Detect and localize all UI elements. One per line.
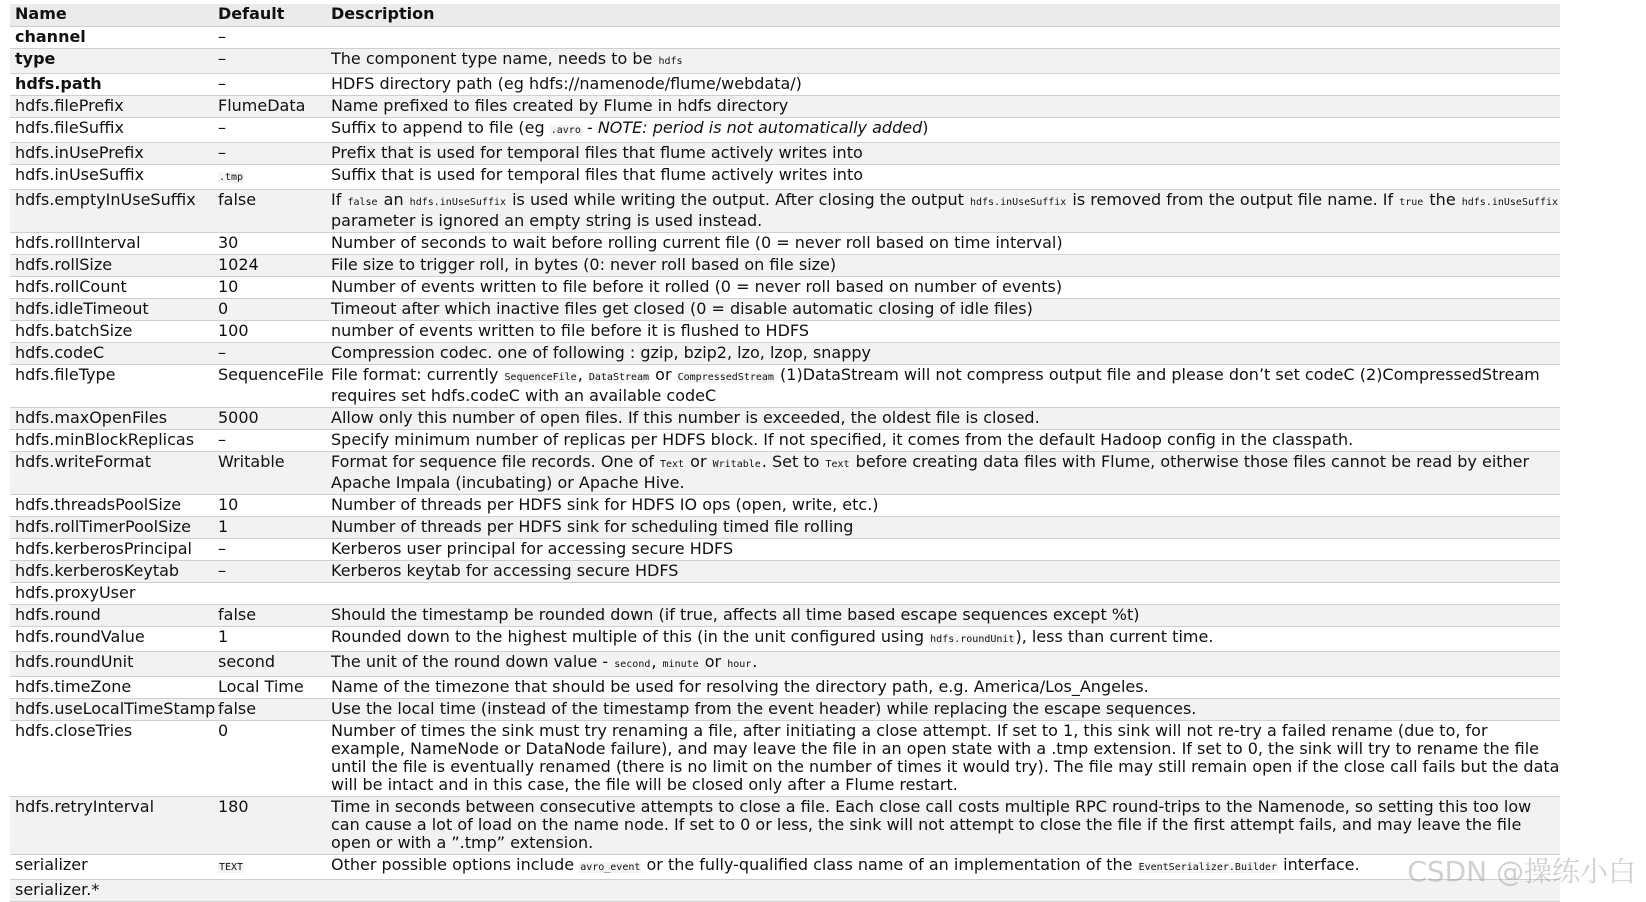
description-text: or — [685, 452, 712, 471]
description-text: HDFS directory path (eg hdfs://namenode/flume/webdata/) — [331, 74, 802, 93]
description-text: interface. — [1278, 855, 1360, 874]
property-default — [213, 880, 326, 902]
property-description — [326, 721, 1560, 797]
property-description — [326, 343, 1560, 365]
property-description — [326, 605, 1560, 627]
property-name: hdfs.threadsPoolSize — [10, 495, 213, 517]
property-name: hdfs.closeTries — [10, 721, 213, 797]
table-row — [10, 74, 1560, 96]
property-default: 1024 — [213, 255, 326, 277]
table-row — [10, 321, 1560, 343]
inline-code: hdfs.roundUnit — [930, 634, 1015, 645]
inline-code: DataStream — [588, 372, 650, 383]
description-text: . Set to — [761, 452, 825, 471]
property-default: Writable — [213, 452, 326, 495]
description-text: Use the local time (instead of the timestamp from the event header) while replacing the escape sequences. — [331, 699, 1197, 718]
property-name: hdfs.maxOpenFiles — [10, 408, 213, 430]
description-text: Suffix to append to file (eg — [331, 118, 550, 137]
table-row — [10, 27, 1560, 49]
property-description — [326, 96, 1560, 118]
description-text: Number of events written to file before it rolled (0 = never roll based on number of events) — [331, 277, 1063, 296]
property-default: – — [213, 118, 326, 143]
property-description — [326, 797, 1560, 855]
description-text: or — [650, 365, 677, 384]
table-row — [10, 652, 1560, 677]
description-text: Format for sequence file records. One of — [331, 452, 659, 471]
property-description — [326, 49, 1560, 74]
description-text: Allow only this number of open files. If this number is exceeded, the oldest file is closed. — [331, 408, 1040, 427]
property-description — [326, 143, 1560, 165]
property-default — [213, 583, 326, 605]
description-text: an — [378, 190, 409, 209]
description-text: the — [1424, 190, 1461, 209]
property-description — [326, 430, 1560, 452]
property-default: 0 — [213, 721, 326, 797]
description-text: Timeout after which inactive files get closed (0 = disable automatic closing of idle files) — [331, 299, 1033, 318]
property-name: hdfs.minBlockReplicas — [10, 430, 213, 452]
inline-code: CompressedStream — [677, 372, 774, 383]
description-text: Kerberos keytab for accessing secure HDFS — [331, 561, 679, 580]
inline-code: Text — [825, 459, 850, 470]
property-description — [326, 74, 1560, 96]
property-description — [326, 118, 1560, 143]
table-row — [10, 452, 1560, 495]
inline-code: hdfs.inUseSuffix — [409, 197, 506, 208]
description-text: or the fully-qualified class name of an implementation of the — [641, 855, 1138, 874]
property-name: hdfs.rollTimerPoolSize — [10, 517, 213, 539]
inline-code: false — [347, 197, 378, 208]
table-row — [10, 721, 1560, 797]
table-header-row — [10, 4, 1560, 27]
header-default: Default — [218, 4, 285, 23]
property-name: hdfs.inUsePrefix — [10, 143, 213, 165]
property-name: hdfs.path — [10, 74, 213, 96]
table-row — [10, 343, 1560, 365]
table-row — [10, 96, 1560, 118]
property-description — [326, 561, 1560, 583]
property-default: second — [213, 652, 326, 677]
inline-code: hdfs.inUseSuffix — [969, 197, 1067, 208]
description-text: Number of times the sink must try renaming a file, after initiating a close attempt. If set to 1, this sink will not re-try a failed rename (due to, for example, NameNode or DataNode failure), and may leave the file in an open state with a .tmp extension. If set to 0, the sink will try to rename the file until the file is eventually renamed (there is no limit on the number of times it would try). The file may still remain open if the close call fails but the data will be intact and in this case, the file will be closed only after a Flume restart. — [331, 721, 1560, 794]
property-default: – — [213, 561, 326, 583]
table-row — [10, 118, 1560, 143]
property-description — [326, 699, 1560, 721]
table-row — [10, 517, 1560, 539]
description-text: , — [651, 652, 662, 671]
description-text: . — [752, 652, 758, 671]
inline-code: EventSerializer.Builder — [1138, 862, 1278, 873]
inline-code: hdfs — [658, 56, 683, 67]
property-name: hdfs.kerberosKeytab — [10, 561, 213, 583]
property-name: hdfs.filePrefix — [10, 96, 213, 118]
table-row — [10, 699, 1560, 721]
property-name: hdfs.fileSuffix — [10, 118, 213, 143]
property-name: hdfs.timeZone — [10, 677, 213, 699]
property-name: hdfs.emptyInUseSuffix — [10, 190, 213, 233]
property-default: – — [213, 343, 326, 365]
property-description — [326, 190, 1560, 233]
property-description — [326, 677, 1560, 699]
property-description — [326, 452, 1560, 495]
table-row — [10, 277, 1560, 299]
description-text: Kerberos user principal for accessing secure HDFS — [331, 539, 734, 558]
property-name: hdfs.roundUnit — [10, 652, 213, 677]
property-description — [326, 880, 1560, 902]
property-name: hdfs.proxyUser — [10, 583, 213, 605]
description-text: is removed from the output file name. If — [1067, 190, 1399, 209]
description-text: File format: currently — [331, 365, 504, 384]
property-name: hdfs.kerberosPrincipal — [10, 539, 213, 561]
property-name: hdfs.codeC — [10, 343, 213, 365]
property-default — [213, 855, 326, 880]
property-description — [326, 627, 1560, 652]
inline-code: Writable — [712, 459, 761, 470]
property-name: hdfs.idleTimeout — [10, 299, 213, 321]
property-description — [326, 583, 1560, 605]
property-name: hdfs.rollInterval — [10, 233, 213, 255]
inline-code: hdfs.inUseSuffix — [1461, 197, 1559, 208]
table-row — [10, 561, 1560, 583]
table-row — [10, 880, 1560, 902]
inline-code: minute — [662, 659, 699, 670]
property-description — [326, 495, 1560, 517]
property-default: – — [213, 430, 326, 452]
property-default: – — [213, 539, 326, 561]
property-description — [326, 408, 1560, 430]
property-name: serializer — [10, 855, 213, 880]
description-text: is used while writing the output. After closing the output — [507, 190, 969, 209]
description-text: (1)DataStream will not compress output file and please don’t set codeC (2)CompressedStream requires set hdfs.codeC with an available codeC — [331, 365, 1540, 405]
table-row — [10, 143, 1560, 165]
property-default: – — [213, 49, 326, 74]
description-text: Suffix that is used for temporal files that flume actively writes into — [331, 165, 864, 184]
table-row — [10, 299, 1560, 321]
description-text: or — [699, 652, 727, 671]
table-row — [10, 583, 1560, 605]
property-description — [326, 321, 1560, 343]
property-default: – — [213, 143, 326, 165]
inline-code: second — [614, 659, 651, 670]
description-text: The unit of the round down value - — [331, 652, 614, 671]
property-default: Local Time — [213, 677, 326, 699]
property-default: 1 — [213, 627, 326, 652]
property-description — [326, 277, 1560, 299]
table-row — [10, 365, 1560, 408]
table-row — [10, 49, 1560, 74]
description-text: Name of the timezone that should be used for resolving the directory path, e.g. America/Los_Angeles. — [331, 677, 1149, 696]
property-name: channel — [10, 27, 213, 49]
property-description — [326, 299, 1560, 321]
property-default: 30 — [213, 233, 326, 255]
property-description — [326, 233, 1560, 255]
table-row — [10, 190, 1560, 233]
property-default: SequenceFile — [213, 365, 326, 408]
header-description: Description — [331, 4, 435, 23]
description-text: ) — [922, 118, 929, 137]
table-row — [10, 165, 1560, 190]
description-text: Time in seconds between consecutive attempts to close a file. Each close call costs multiple RPC round-trips to the Namenode, so setting this too low can cause a lot of load on the name node. If set to 0 or less, the sink will not attempt to close the file if the first attempt fails, and may leave the file open or with a ”.tmp” extension. — [331, 797, 1532, 852]
description-text: Should the timestamp be rounded down (if true, affects all time based escape sequences except %t) — [331, 605, 1140, 624]
description-text: Number of seconds to wait before rolling current file (0 = never roll based on time interval) — [331, 233, 1063, 252]
description-text: number of events written to file before it is flushed to HDFS — [331, 321, 809, 340]
inline-code: hour — [727, 659, 752, 670]
property-default: false — [213, 699, 326, 721]
table-row — [10, 408, 1560, 430]
emphasis-note: NOTE: period is not automatically added — [597, 118, 923, 137]
description-text: The component type name, needs to be — [331, 49, 658, 68]
property-name: hdfs.round — [10, 605, 213, 627]
table-row — [10, 855, 1560, 880]
inline-code: Text — [659, 459, 685, 470]
property-default: – — [213, 74, 326, 96]
property-name: hdfs.rollCount — [10, 277, 213, 299]
table-row — [10, 797, 1560, 855]
property-default: 180 — [213, 797, 326, 855]
property-name: hdfs.roundValue — [10, 627, 213, 652]
property-name: hdfs.writeFormat — [10, 452, 213, 495]
description-text: Name prefixed to files created by Flume in hdfs directory — [331, 96, 789, 115]
property-name: hdfs.retryInterval — [10, 797, 213, 855]
description-text: Prefix that is used for temporal files that flume actively writes into — [331, 143, 863, 162]
table-row — [10, 233, 1560, 255]
description-text: parameter is ignored an empty string is used instead. — [331, 211, 763, 230]
property-default: FlumeData — [213, 96, 326, 118]
property-default: 0 — [213, 299, 326, 321]
property-default: 10 — [213, 277, 326, 299]
default-code: .tmp — [219, 172, 244, 183]
description-text: Compression codec. one of following : gzip, bzip2, lzo, lzop, snappy — [331, 343, 871, 362]
description-text: before creating data files with Flume, otherwise those files cannot be read by either Apache Impala (incubating) or Apache Hive. — [331, 452, 1530, 492]
property-default: 10 — [213, 495, 326, 517]
property-description — [326, 539, 1560, 561]
property-name: serializer.* — [10, 880, 213, 902]
csdn-watermark: CSDN @操练小白 — [1407, 855, 1636, 888]
description-text: Number of threads per HDFS sink for HDFS IO ops (open, write, etc.) — [331, 495, 879, 514]
header-name: Name — [15, 4, 67, 23]
table-row — [10, 627, 1560, 652]
table-row — [10, 495, 1560, 517]
property-default: false — [213, 190, 326, 233]
description-text: Specify minimum number of replicas per HDFS block. If not specified, it comes from the default Hadoop config in the classpath. — [331, 430, 1354, 449]
property-default — [213, 165, 326, 190]
description-text: Number of threads per HDFS sink for scheduling timed file rolling — [331, 517, 854, 536]
table-row — [10, 255, 1560, 277]
hdfs-sink-properties-table — [10, 4, 1560, 902]
property-description — [326, 517, 1560, 539]
property-default: 5000 — [213, 408, 326, 430]
description-text: If — [331, 190, 347, 209]
property-name: type — [10, 49, 213, 74]
property-description — [326, 255, 1560, 277]
property-default: 100 — [213, 321, 326, 343]
description-text: Other possible options include — [331, 855, 580, 874]
inline-code: SequenceFile — [504, 372, 577, 383]
config-table-container — [10, 4, 1560, 902]
property-default: 1 — [213, 517, 326, 539]
property-name: hdfs.rollSize — [10, 255, 213, 277]
description-text: - — [581, 118, 598, 137]
inline-code: .avro — [550, 125, 581, 136]
property-default: – — [213, 27, 326, 49]
property-default: false — [213, 605, 326, 627]
inline-code: avro_event — [580, 862, 641, 873]
property-name: hdfs.useLocalTimeStamp — [10, 699, 213, 721]
table-row — [10, 430, 1560, 452]
property-description — [326, 27, 1560, 49]
default-code: TEXT — [219, 862, 244, 873]
description-text: , — [577, 365, 588, 384]
property-description — [326, 165, 1560, 190]
table-row — [10, 677, 1560, 699]
table-row — [10, 539, 1560, 561]
description-text: ), less than current time. — [1015, 627, 1214, 646]
property-description — [326, 652, 1560, 677]
property-description — [326, 365, 1560, 408]
table-row — [10, 605, 1560, 627]
table-body — [10, 27, 1560, 902]
description-text: Rounded down to the highest multiple of this (in the unit configured using — [331, 627, 930, 646]
property-description — [326, 855, 1560, 880]
property-name: hdfs.inUseSuffix — [10, 165, 213, 190]
description-text: File size to trigger roll, in bytes (0: never roll based on file size) — [331, 255, 837, 274]
inline-code: true — [1399, 197, 1424, 208]
property-name: hdfs.fileType — [10, 365, 213, 408]
property-name: hdfs.batchSize — [10, 321, 213, 343]
